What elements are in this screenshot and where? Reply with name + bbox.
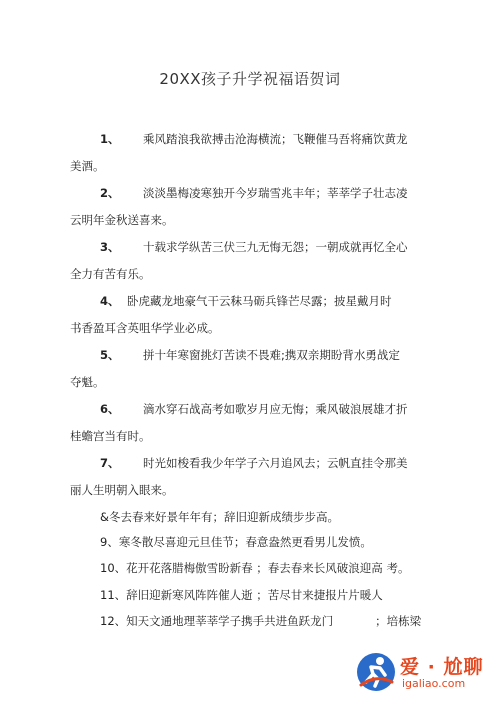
paragraph-8: [70, 504, 450, 531]
paragraph-2: [70, 180, 450, 234]
paragraph-11: [70, 582, 450, 609]
paragraph-5: [70, 342, 450, 396]
paragraph-text: 时光如梭看我少年学子六月追风去；云帆直挂令那美: [143, 456, 408, 470]
item-number: 10、: [100, 561, 127, 575]
item-number: 6、: [100, 402, 120, 416]
paragraph-text: 拼十年寒窗挑灯苦读不畏难;携双亲期盼背水勇战定: [143, 348, 400, 362]
watermark-url: igaliao.com: [402, 677, 466, 690]
item-number: 4、: [100, 294, 120, 308]
paragraph-text: 淡淡墨梅凌寒独开今岁瑞雪兆丰年；莘莘学子壮志凌: [143, 186, 408, 200]
page-title: 20XX孩子升学祝福语贺词: [159, 70, 341, 88]
paragraph-text: 滴水穿石战高考如歌岁月应无悔；乘风破浪展雄才折: [143, 402, 408, 416]
watermark-brand: 爱 · 尬聊: [400, 656, 484, 678]
item-number: 11、: [100, 588, 127, 602]
paragraph-3: [70, 234, 450, 288]
runner-logo-icon: [356, 652, 396, 692]
paragraph-continuation: 云明年金秋送喜来。: [70, 213, 174, 227]
paragraph-continuation: 美酒。: [70, 159, 105, 173]
paragraph-1: [70, 126, 450, 180]
paragraph-7: [70, 450, 450, 504]
paragraph-continuation: 丽人生明朝入眼来。: [70, 483, 174, 497]
paragraph-tail: ；培栋梁: [375, 614, 422, 628]
item-number: 3、: [100, 240, 120, 254]
item-number: 7、: [100, 456, 120, 470]
paragraph-text: 乘风踏浪我欲搏击沧海横流；飞鞭催马吾将痛饮黄龙: [143, 132, 408, 146]
paragraph-text: &冬去春来好景年年有；辞旧迎新成绩步步高。: [100, 510, 339, 524]
paragraph-6: [70, 396, 450, 450]
watermark: [356, 650, 486, 696]
paragraph-9: [70, 529, 450, 556]
item-number: 2、: [100, 186, 120, 200]
paragraph-continuation: 夺魁。: [70, 375, 105, 389]
paragraph-10: [70, 555, 450, 582]
paragraph-12: [70, 608, 450, 635]
item-number: 1、: [100, 132, 120, 146]
paragraph-text: 辞旧迎新寒风阵阵催人逝 ；苦尽甘来捷报片片暖人: [126, 588, 383, 602]
paragraph-text: 知天文通地理莘莘学子携手共进鱼跃龙门: [126, 614, 334, 628]
paragraph-continuation: 书香盈耳含英咀华学业必成。: [70, 321, 220, 335]
item-number: 9、: [100, 535, 119, 549]
paragraph-text: 卧虎藏龙地豪气干云秣马砺兵锋芒尽露；披星戴月时: [127, 294, 392, 308]
item-number: 12、: [100, 614, 127, 628]
paragraph-text: 十载求学纵苦三伏三九无悔无怨；一朝成就再忆全心: [143, 240, 408, 254]
paragraph-text: 寒冬散尽喜迎元旦佳节；春意盎然更看男儿发愤。: [118, 535, 372, 549]
paragraph-text: 花开花落腊梅傲雪盼新春 ；春去春来长风破浪迎高 考。: [126, 561, 410, 575]
item-number: 5、: [100, 348, 120, 362]
paragraph-continuation: 全力有苦有乐。: [70, 267, 151, 281]
paragraph-continuation: 桂蟾宫当有时。: [70, 429, 151, 443]
paragraph-4: [70, 288, 450, 342]
